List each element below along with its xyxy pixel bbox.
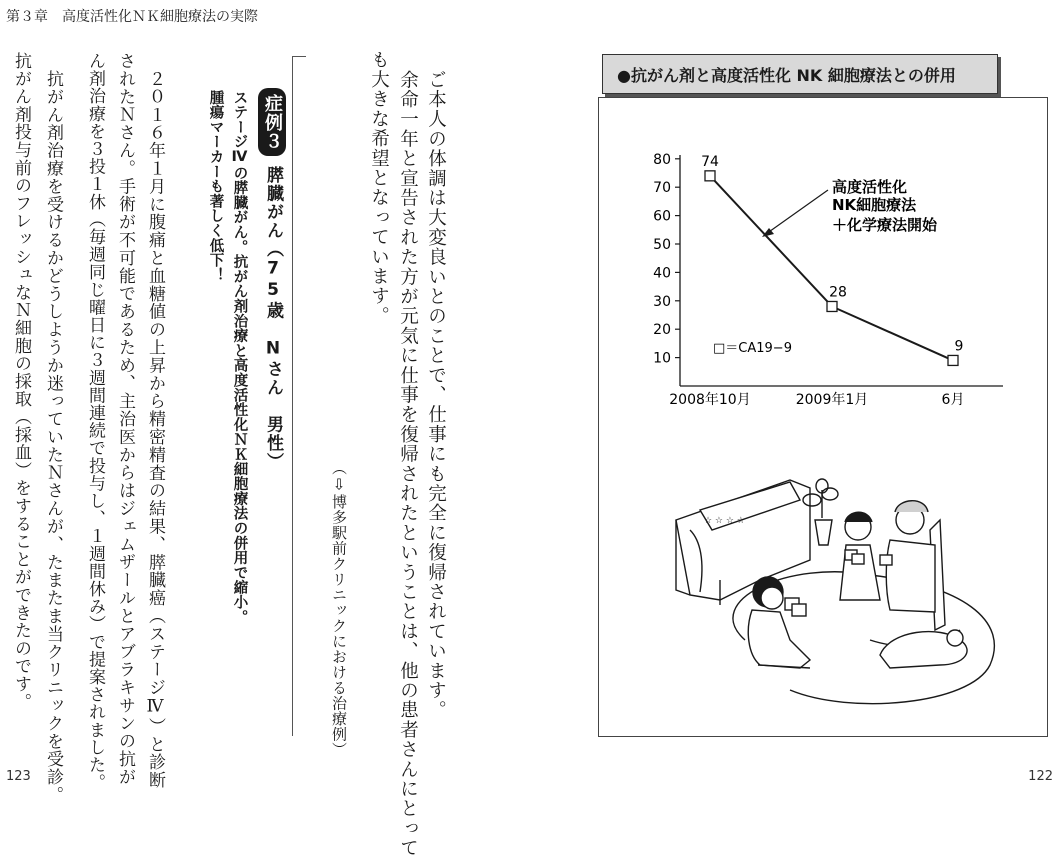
page-number-right: 122 (1028, 769, 1053, 784)
annotation-line-3: ＋化学療法開始 (832, 216, 938, 234)
body-line-1: ２０１６年１月に腹痛と血糖値の上昇から精密精査の結果、膵臓癌（ステージⅣ）と診断 (145, 70, 165, 789)
data-point-3 (948, 355, 958, 365)
data-label-2: 28 (829, 284, 847, 301)
intro-line-1: ご本人の体調は大変良いとのことで、仕事にも完全に復帰されています。 (425, 70, 447, 721)
girl-drawing (840, 512, 880, 600)
y-tick-label-10: 10 (653, 350, 671, 367)
grandmother-drawing (870, 501, 960, 646)
annotation-arrow (766, 190, 828, 234)
case-summary-line-1: ステージⅣの膵臓がん。抗がん剤治療と高度活性化ＮＫ細胞療法の併用で縮小。 (231, 90, 248, 625)
body-line-3: ん剤治療を３投１休（毎週同じ曜日に３週間連続で投与し、１週間休み）で提案されました。 (85, 52, 105, 792)
y-tick-label-70: 70 (653, 180, 671, 197)
x-tick-label-1: 2008年10月 (669, 392, 751, 408)
data-point-1 (705, 171, 715, 181)
case-label: 症例３ (262, 93, 283, 151)
dog-drawing (880, 630, 967, 668)
y-tick-label-50: 50 (653, 237, 671, 253)
annotation-line-1: 高度活性化 (832, 178, 908, 196)
boy-drawing (748, 577, 810, 668)
data-point-2 (827, 301, 837, 311)
x-tick-label-3: 6月 (941, 392, 965, 408)
annotation-line-2: NK細胞療法 (832, 196, 917, 214)
body-line-5: 抗がん剤投与前のフレッシュなＮ細胞の採取（採血）をすることができたのです。 (11, 52, 31, 711)
running-header: 第３章 高度活性化ＮＫ細胞療法の実際 (6, 9, 258, 25)
data-label-1: 74 (701, 153, 719, 170)
intro-line-3: も大きな希望となっています。 (368, 50, 390, 326)
y-tick-label-20: 20 (653, 322, 671, 339)
page-number-left: 123 (6, 769, 31, 784)
x-tick-label-2: 2009年1月 (795, 392, 869, 408)
y-tick-label-80: 80 (653, 151, 671, 168)
y-tick-label-40: 40 (653, 265, 671, 282)
y-tick-label-60: 60 (653, 208, 671, 225)
body-line-2: されたＮさん。手術が不可能であるため、主治医からはジェムザールとアブラキサンの抗が (115, 52, 135, 786)
sofa-drawing (676, 480, 810, 605)
source-note: （⇩博多駅前クリニックにおける治療例） (330, 460, 348, 758)
data-label-3: 9 (954, 338, 964, 355)
sofa-cover-pattern: ☆ ☆ ☆ ☆ (704, 516, 745, 526)
intro-line-2: 余命一年と宣告された方が元気に仕事を復帰されたということは、他の患者さんにとって (397, 70, 419, 858)
case-title: 膵臓がん（75歳 Nさん 男性） (263, 166, 283, 471)
marker-legend: □＝CA19−9 (713, 341, 792, 356)
body-line-4: 抗がん剤治療を受けるかどうしようか迷っていたＮさんが、たまたま当クリニックを受診。 (43, 70, 63, 804)
figure-title: ●抗がん剤と高度活性化 NK 細胞療法との併用 (617, 65, 956, 85)
family-illustration (676, 479, 994, 704)
y-tick-label-30: 30 (653, 293, 671, 310)
case-summary-line-2: 腫瘍マーカーも著しく低下！ (207, 90, 224, 283)
